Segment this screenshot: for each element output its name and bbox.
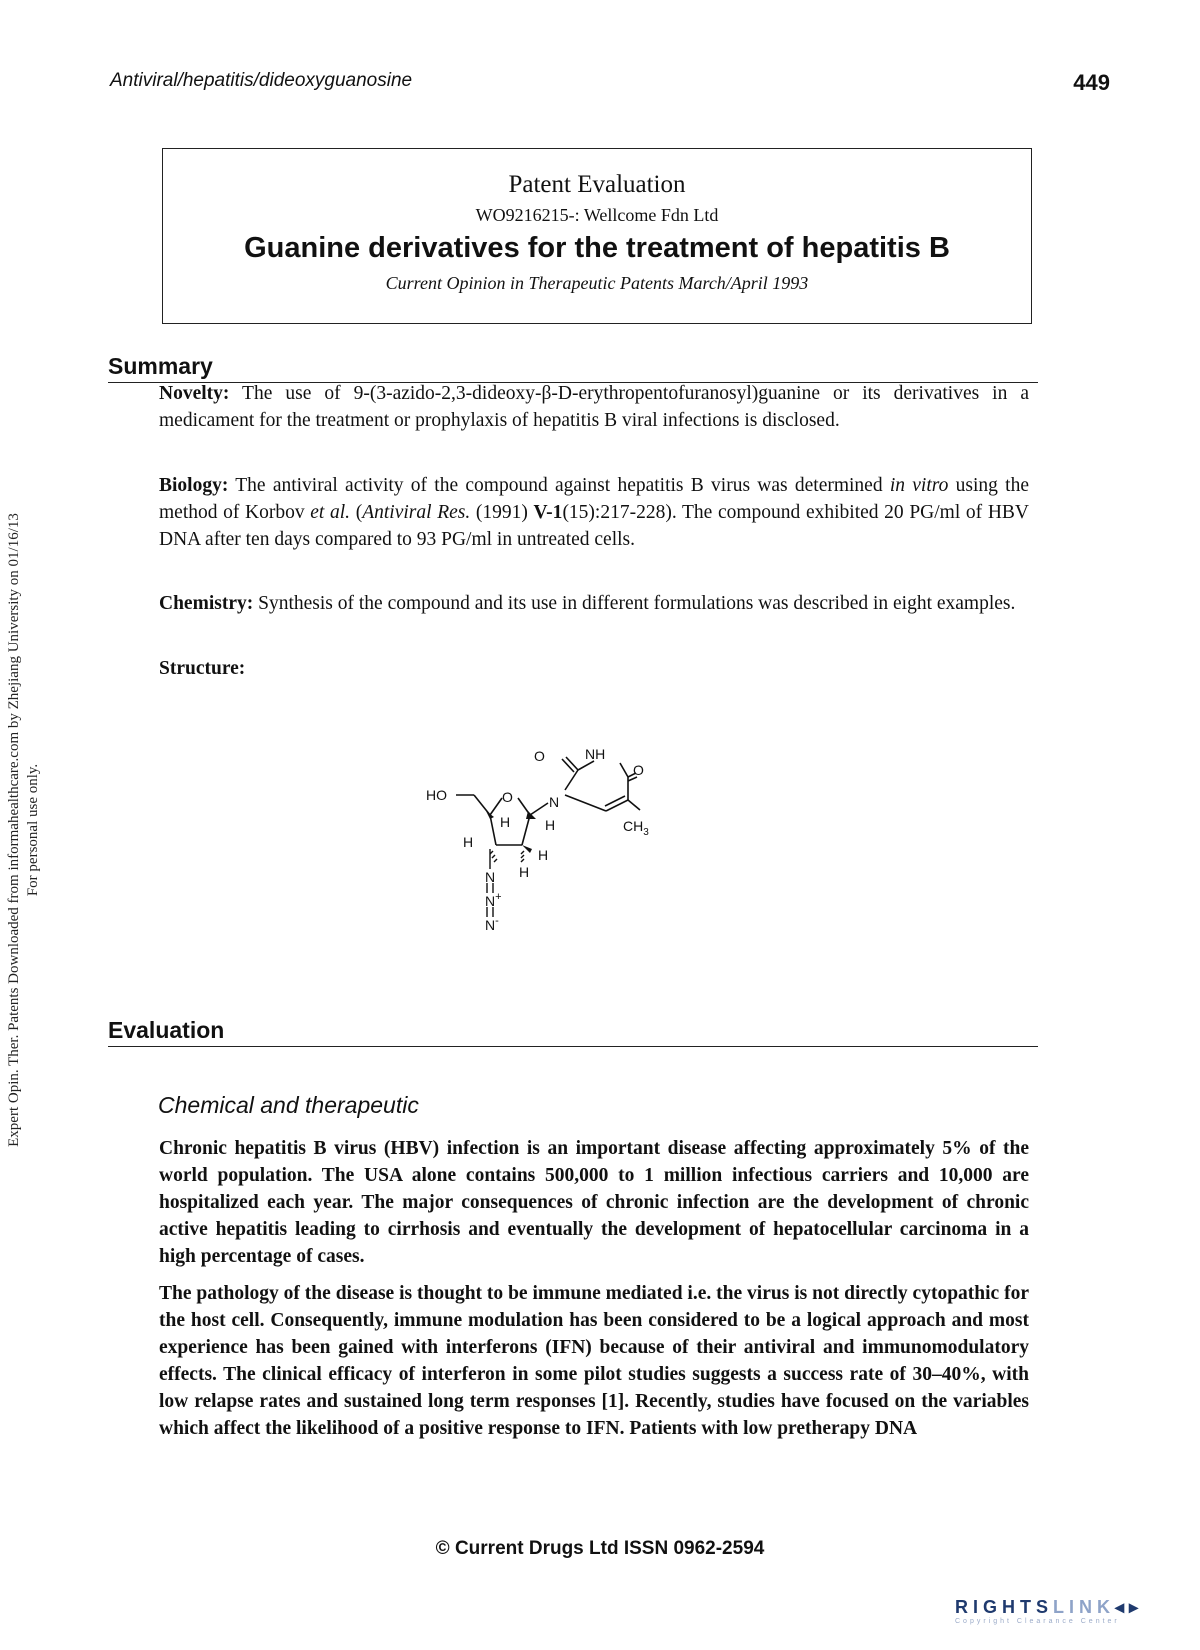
box-label: Patent Evaluation [508,171,686,198]
label-methyl: $CH_3$ [623,818,649,838]
page-number: 449 [1073,70,1110,95]
journal-citation: Current Opinion in Therapeutic Patents March/April 1993 [385,273,809,293]
label-azide-n-3: N- [485,915,499,933]
running-head [110,70,1110,100]
label-h-2: H [463,834,474,850]
novelty-paragraph [159,380,1029,434]
label-ho: HO [426,787,447,803]
cited-journal: Antiviral Res. [362,502,471,523]
summary-heading: Summary [108,350,1038,383]
label-h-4: H [538,847,549,863]
label-h-1: H [500,814,511,830]
biology-paragraph: Biology: The antiviral activity of the compound against hepatitis B virus was determined in vitro using the method of Korbov et al. (Antiviral Res. (1991) V-1(15):217-228). The compound exhibited 20 PG/ml of HBV DNA after ten days compared to 93 PG/ml in untreated cells. [159,475,1029,550]
biology-label: Biology: [159,475,229,496]
label-h-5: H [519,864,530,880]
evaluation-paragraph-1: Chronic hepatitis B virus (HBV) infection is an important disease affecting approximately 5% of the world population. The USA alone contains 500,000 to 1 million infectious carriers and 10,000 are hospitalized each year. The major consequences of chronic infection are the development of chronic active hepatitis leading to cirrhosis and eventually the development of hepatocellular carcinoma in a high percentage of cases. [159,1138,1029,1267]
copyright-footer: © Current Drugs Ltd ISSN 0962-2594 [435,1538,765,1559]
label-carbonyl-oxygen-top: O [534,748,545,764]
chemical-therapeutic-subheading: Chemical and therapeutic [158,1092,419,1118]
label-nh: NH [585,746,606,762]
chemistry-paragraph [159,590,1029,617]
label-ring-nitrogen: N [549,794,560,810]
label-azide-n-1: N [485,869,496,885]
in-vitro: in vitro [889,475,949,496]
novelty-text: The use of 9-(3-azido-2,3-dideoxy-β-D-erythropentofuranosyl)guanine or its derivatives in a medicament for the treatment or prophylaxis of hepatitis B viral infections is disclosed. [159,383,1029,431]
chemistry-label: Chemistry: [159,593,254,614]
article-headline: Guanine derivatives for the treatment of hepatitis B [244,232,950,264]
structure-label: Structure: [159,658,246,679]
rightslink-logo: RIGHTSLINK◂▸ Copyright Clearance Center [955,1597,1144,1625]
chemical-structure-diagram [426,735,750,950]
label-ring-oxygen: O [502,789,513,805]
label-carbonyl-oxygen-right: O [633,762,644,778]
novelty-label: Novelty: [159,383,230,404]
side-note-line-1: Expert Opin. Ther. Patents Downloaded from informahealthcare.com by Zhejiang University on 01/16/13 [6,513,22,1147]
structure-paragraph [159,655,1029,682]
patent-number: WO9216215-: Wellcome Fdn Ltd [475,205,719,225]
evaluation-heading: Evaluation [108,1014,1038,1047]
running-head-title: Antiviral/hepatitis/dideoxyguanosine [110,70,413,91]
chemistry-text: Synthesis of the compound and its use in different formulations was described in eight examples. [253,593,1016,614]
evaluation-paragraph-2: The pathology of the disease is thought to be immune mediated i.e. the virus is not directly cytopathic for the host cell. Consequently, immune modulation has been considered to be a logical approach and most experience has been gained with interferons (IFN) because of their antiviral and immunomodulatory effects. The clinical efficacy of interferon in some pilot studies suggests a success rate of 30–40%, with low relapse rates and sustained long term responses [1]. Recently, studies have focused on the variables which affect the likelihood of a positive response to IFN. Patients with low pretherapy DNA [159,1283,1029,1439]
side-note [0,470,48,1190]
side-note-line-2: For personal use only. [25,763,41,897]
label-h-3: H [545,817,556,833]
rightslink-glyph-icon: ◂▸ [1115,1597,1144,1617]
label-azide-n-2: N+ [485,891,502,909]
patent-evaluation-box [162,148,1032,324]
